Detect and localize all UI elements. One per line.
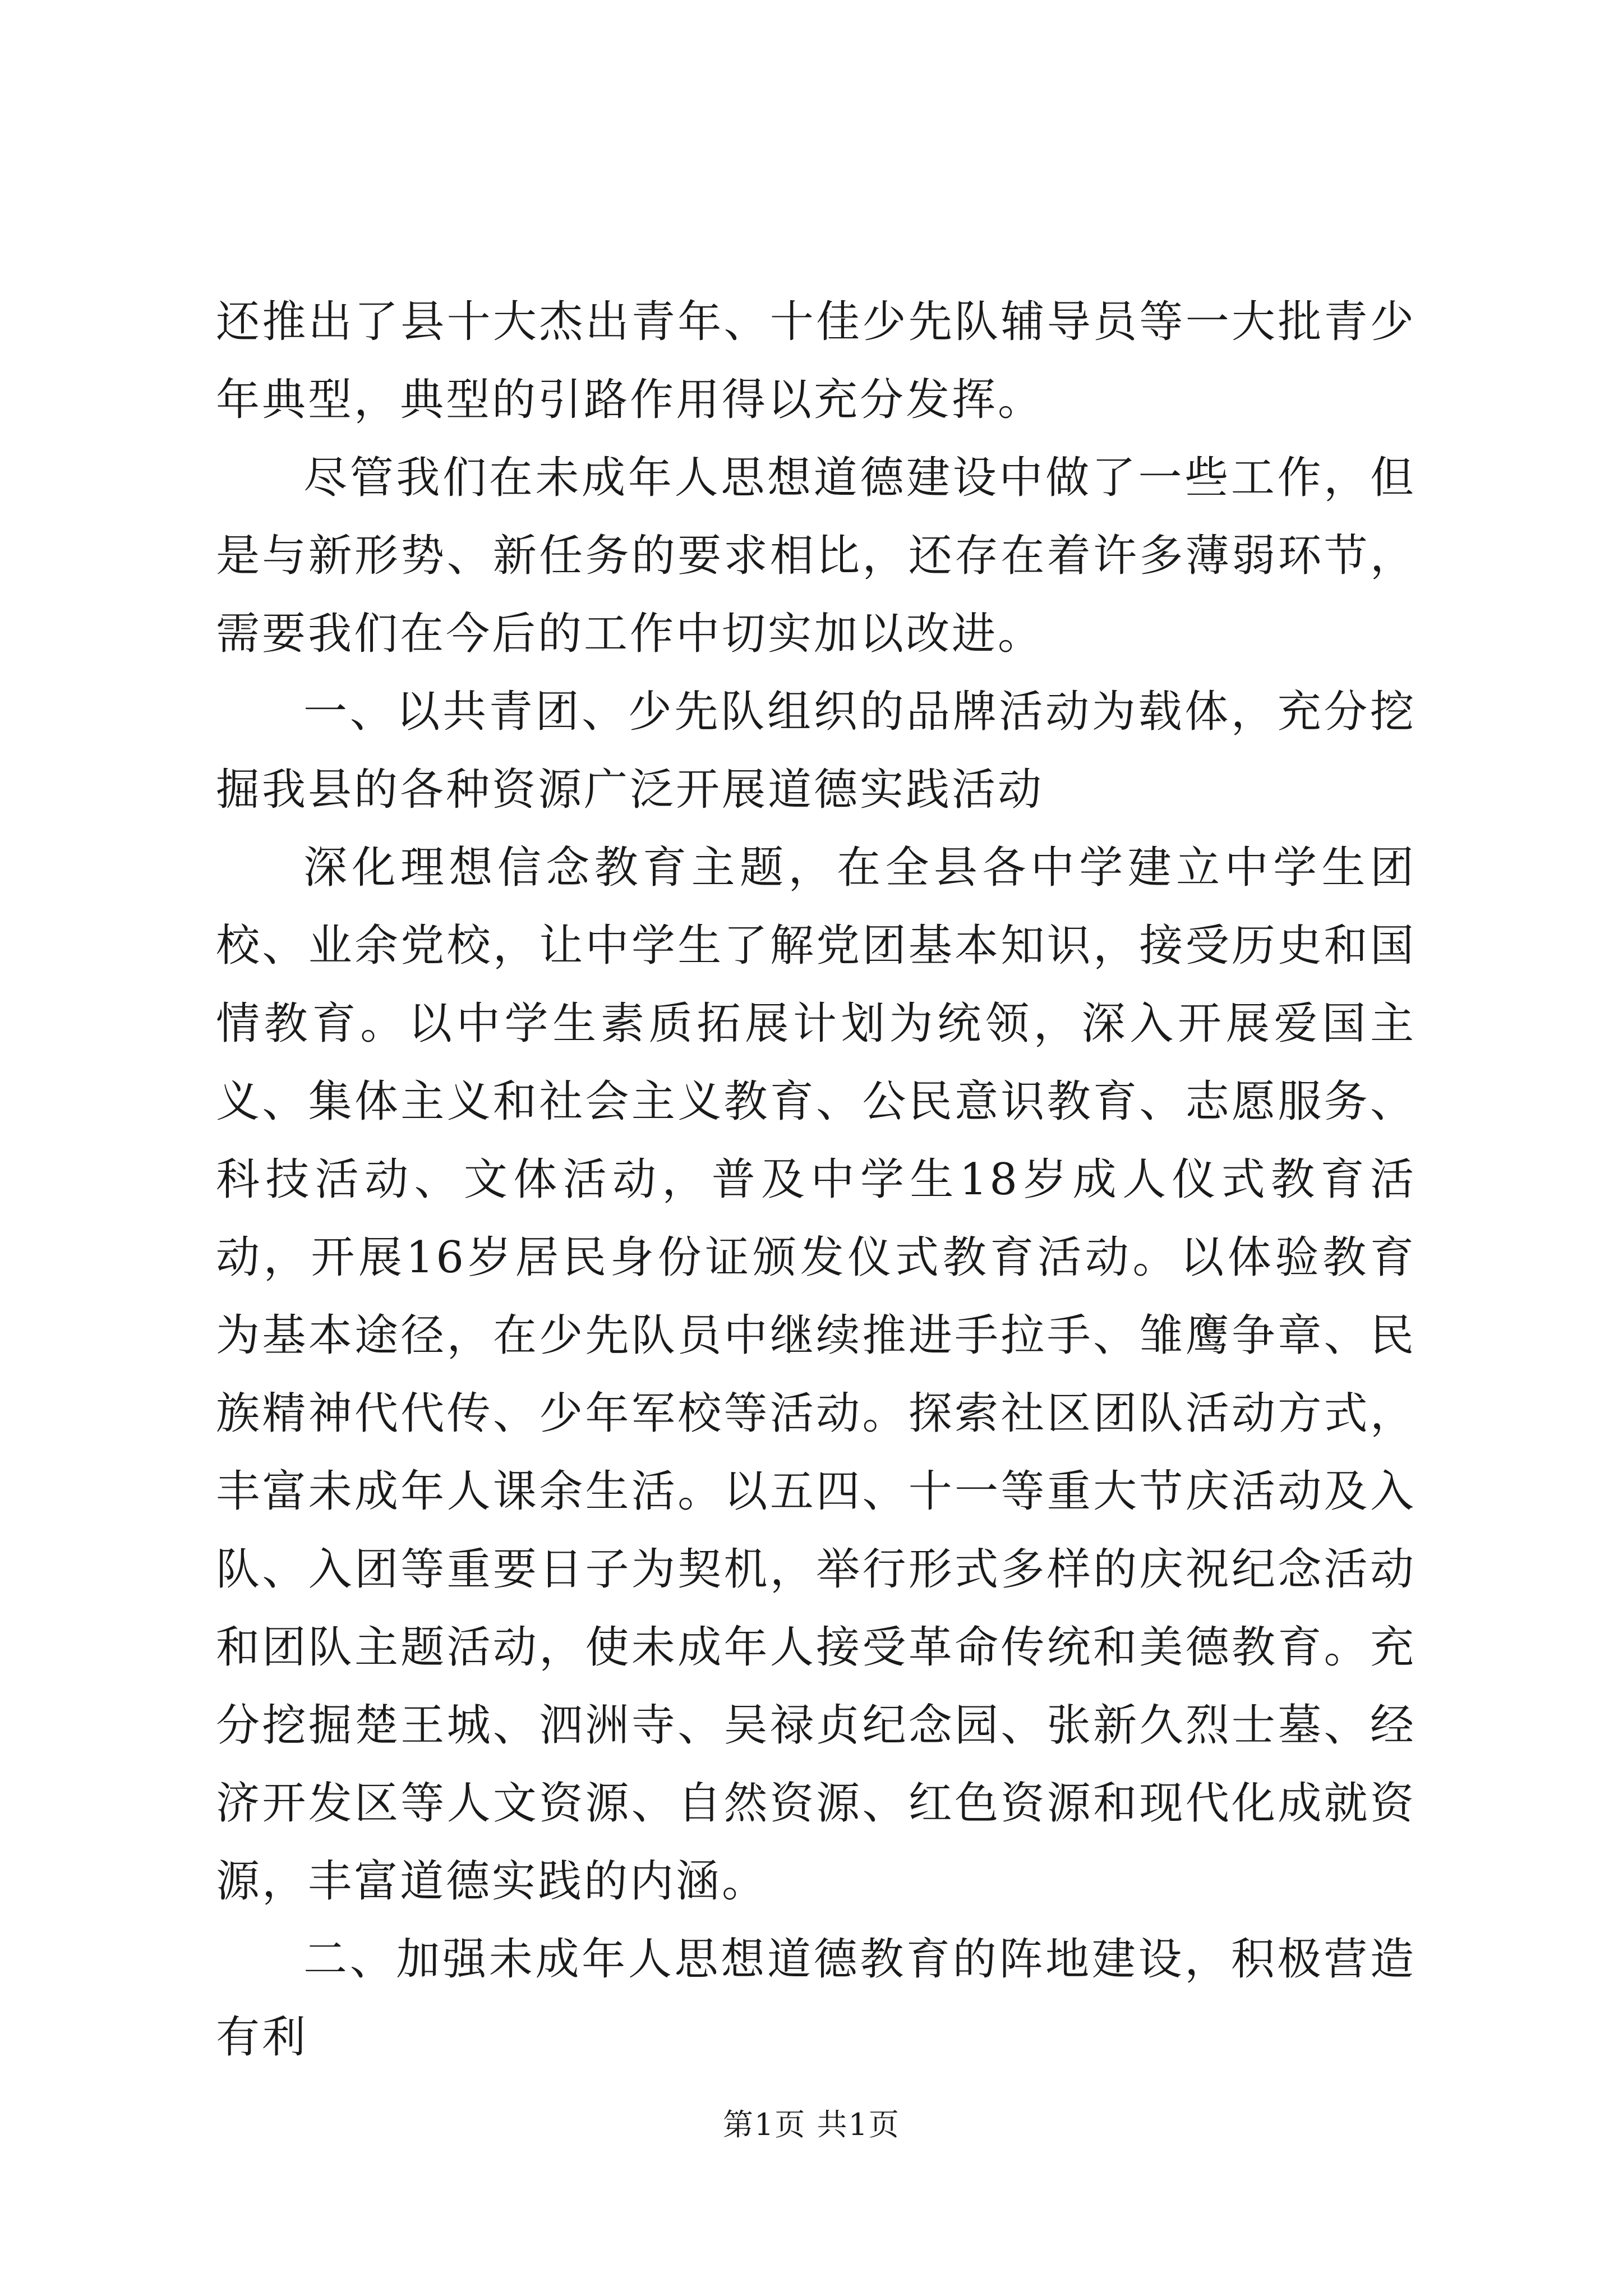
- paragraph-continued-典型: 还推出了县十大杰出青年、十佳少先队辅导员等一大批青少年典型，典型的引路作用得以充分发挥。: [216, 297, 1416, 425]
- paragraph-深化理想信念: 深化理想信念教育主题，在全县各中学建立中学生团校、业余党校，让中学生了解党团基本知识，接受历史和国情教育。以中学生素质拓展计划为统领，深入开展爱国主义、集体主义和社会主义教育、公民意识教育、志愿服务、科技活动、文体活动，普及中学生18岁成人仪式教育活动，开展16岁居民身份证颁发仪式教育活动。以体验教育为基本途径，在少先队员中继续推进手拉手、雏鹰争章、民族精神代代传、少年军校等活动。探索社区团队活动方式，丰富未成年人课余生活。以五四、十一等重大节庆活动及入队、入团等重要日子为契机，举行形式多样的庆祝纪念活动和团队主题活动，使未成年人接受革命传统和美德教育。充分挖掘楚王城、泗洲寺、吴禄贞纪念园、张新久烈士墓、经济开发区等人文资源、自然资源、红色资源和现代化成就资源，丰富道德实践的内涵。: [216, 843, 1416, 1907]
- document-body: [216, 283, 1416, 2077]
- section-heading-2: 二、加强未成年人思想道德教育的阵地建设，积极营造有利: [216, 1934, 1416, 2063]
- page-footer: 第1页 共1页: [723, 2107, 900, 2142]
- section-heading-1: 一、以共青团、少先队组织的品牌活动为载体，充分挖掘我县的各种资源广泛开展道德实践活动: [216, 687, 1416, 815]
- paragraph-尽管: 尽管我们在未成年人思想道德建设中做了一些工作，但是与新形势、新任务的要求相比，还存在着许多薄弱环节，需要我们在今后的工作中切实加以改进。: [216, 453, 1416, 659]
